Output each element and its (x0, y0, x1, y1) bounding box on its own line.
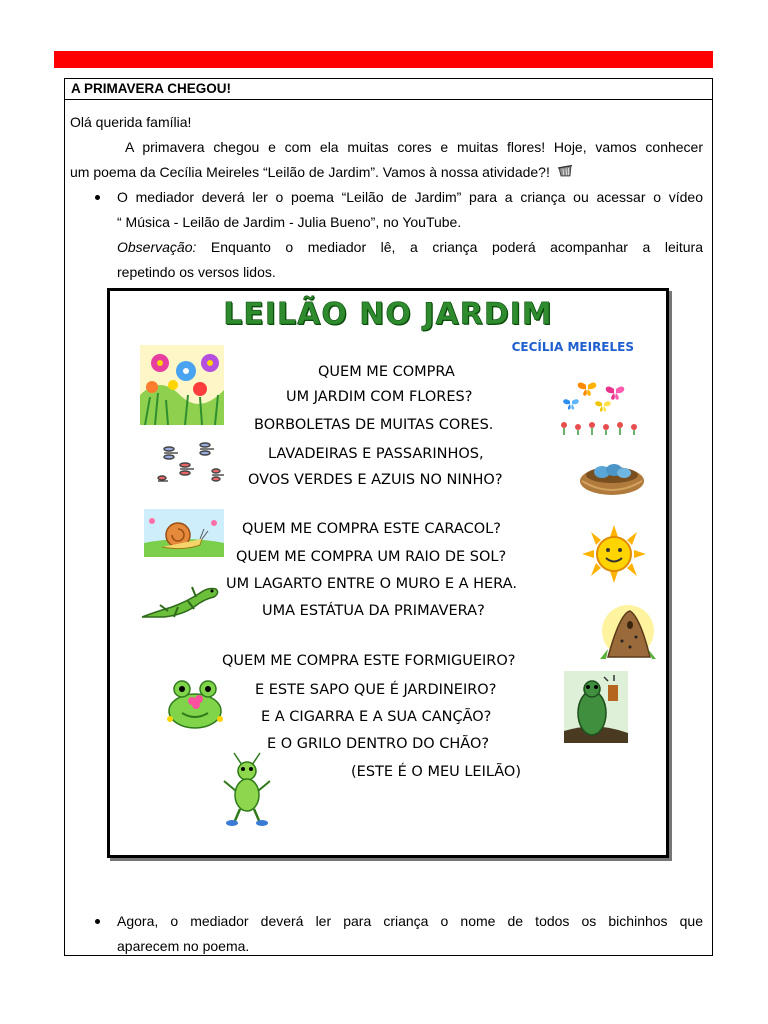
verse: QUEM ME COMPRA UM RAIO DE SOL? (236, 549, 507, 565)
cicada-icon (564, 671, 628, 748)
observation-line-2: repetindo os versos lidos. (117, 264, 276, 280)
verse: LAVADEIRAS E PASSARINHOS, (268, 446, 484, 462)
verse: QUEM ME COMPRA (318, 364, 455, 380)
snail-icon (144, 509, 224, 562)
bullet2-line-1: Agora, o mediador deverá ler para criança o nome de todos os bichinhos que (117, 913, 703, 929)
intro-line-2 (70, 160, 710, 186)
observation-label: Observação: (117, 239, 197, 255)
bullet-dot (95, 195, 100, 200)
bullet-dot (95, 919, 100, 924)
dragonflies-icon (152, 441, 232, 496)
poem-author: CECÍLIA MEIRELES (511, 340, 634, 354)
verse: QUEM ME COMPRA ESTE CARACOL? (242, 521, 501, 537)
greeting: Olá querida família! (70, 114, 192, 130)
verse: (ESTE É O MEU LEILÃO) (351, 764, 521, 780)
verse: E A CIGARRA E A SUA CANÇÃO? (261, 709, 492, 725)
verse: QUEM ME COMPRA ESTE FORMIGUEIRO? (222, 653, 516, 669)
flower-garden-icon (140, 345, 224, 430)
recycle-bin-icon (556, 161, 574, 186)
header-accent-bar (54, 51, 713, 68)
observation-line-1 (117, 235, 703, 260)
lizard-icon (138, 577, 222, 628)
anthill-icon (594, 603, 658, 668)
section-title: A PRIMAVERA CHEGOU! (65, 79, 712, 100)
verse: E ESTE SAPO QUE É JARDINEIRO? (255, 682, 497, 698)
verse: UMA ESTÁTUA DA PRIMAVERA? (262, 603, 485, 619)
verse: BORBOLETAS DE MUITAS CORES. (254, 417, 494, 433)
intro-line-1: A primavera chegou e com ela muitas cores e muitas flores! Hoje, vamos conhecer (125, 139, 703, 155)
bullet1-line-1: O mediador deverá ler o poema “Leilão de Jardim” para a criança ou acessar o vídeo (117, 189, 703, 205)
observation-text: Enquanto o mediador lê, a criança poderá acompanhar a leitura (196, 239, 703, 255)
verse: UM JARDIM COM FLORES? (286, 389, 473, 405)
frog-icon (162, 673, 228, 736)
intro-line-2-text: um poema da Cecília Meireles “Leilão de Jardim”. Vamos à nossa atividade?! (70, 164, 550, 180)
bird-nest-icon (578, 453, 646, 502)
verse: UM LAGARTO ENTRE O MURO E A HERA. (226, 576, 517, 592)
verse: OVOS VERDES E AZUIS NO NINHO? (248, 472, 503, 488)
cricket-icon (220, 751, 276, 832)
verse: E O GRILO DENTRO DO CHÃO? (267, 736, 490, 752)
sun-icon (582, 525, 646, 588)
poem-title: LEILÃO NO JARDIM (223, 297, 553, 332)
butterflies-icon (558, 375, 648, 442)
bullet2-line-2: aparecem no poema. (117, 938, 250, 954)
poem-poster (107, 288, 669, 858)
bullet1-line-2: “ Música - Leilão de Jardim - Julia Bueno”, no YouTube. (117, 214, 462, 230)
